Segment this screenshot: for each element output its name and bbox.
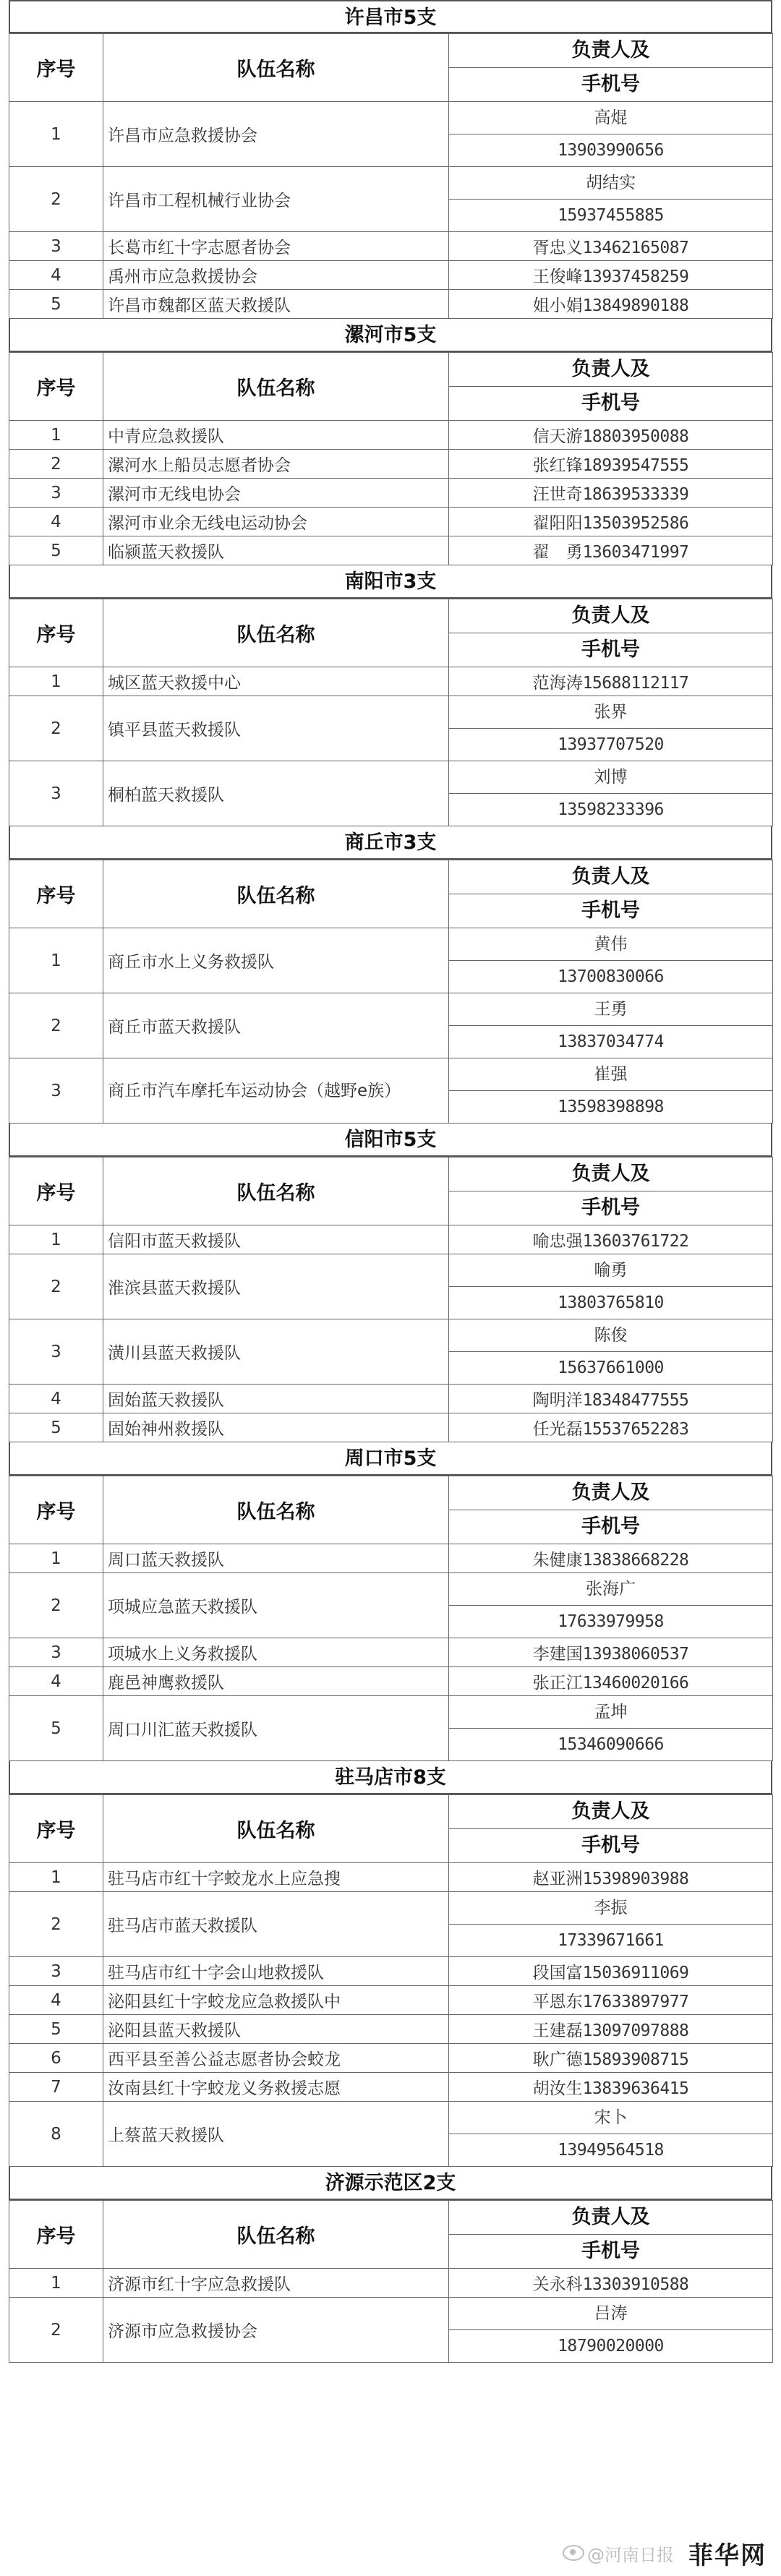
row-number: 2 [9, 696, 103, 761]
header-contact-line2: 手机号 [449, 67, 772, 101]
row-number: 5 [9, 536, 103, 565]
team-name: 城区蓝天救援中心 [103, 667, 449, 696]
contact-person: 胥忠义 [532, 239, 583, 257]
contact-cell [449, 102, 773, 167]
table-row [9, 1957, 773, 1986]
row-number: 2 [9, 993, 103, 1058]
contact-cell [449, 536, 773, 565]
team-name: 济源市应急救援协会 [103, 2298, 449, 2363]
city-section [9, 826, 772, 1124]
table-row [9, 2015, 773, 2044]
contact-phone: 15537652283 [582, 1420, 689, 1439]
row-number: 1 [9, 2269, 103, 2298]
rescue-team-table [9, 0, 772, 2363]
contact-phone: 18939547555 [582, 456, 689, 475]
contact-person: 王勇 [449, 993, 772, 1026]
header-contact [449, 1795, 773, 1863]
contact-phone: 13603471997 [582, 543, 689, 562]
header-contact-line1: 负责人及 [571, 604, 650, 627]
table-row [9, 261, 773, 290]
weibo-watermark [563, 2541, 674, 2566]
header-contact [449, 860, 773, 928]
row-number: 8 [9, 2102, 103, 2167]
row-number: 5 [9, 1413, 103, 1442]
contact-cell [449, 1254, 773, 1319]
table-row [9, 2044, 773, 2073]
team-name: 项城水上义务救援队 [103, 1638, 449, 1667]
row-number: 5 [9, 1696, 103, 1761]
team-name: 潢川县蓝天救援队 [103, 1319, 449, 1385]
contact-phone: 15398903988 [582, 1870, 689, 1888]
header-row [9, 1476, 773, 1544]
table-row [9, 1385, 773, 1413]
team-name: 商丘市水上义务救援队 [103, 928, 449, 993]
table-row [9, 993, 773, 1058]
team-table [9, 1794, 773, 2167]
table-row [9, 450, 773, 479]
team-table [9, 1476, 773, 1761]
city-section [9, 2167, 772, 2363]
contact-phone: 13598233396 [558, 800, 664, 819]
contact-phone: 17633979958 [558, 1612, 664, 1631]
team-name: 商丘市蓝天救援队 [103, 993, 449, 1058]
team-name: 驻马店市红十字蛟龙水上应急搜 [103, 1863, 449, 1892]
header-contact-line1: 负责人及 [571, 865, 650, 888]
contact-cell [449, 290, 773, 319]
row-number: 1 [9, 1225, 103, 1254]
contact-cell [449, 1413, 773, 1442]
team-name: 泌阳县红十字蛟龙应急救援队中 [103, 1986, 449, 2015]
team-name: 上蔡蓝天救援队 [103, 2102, 449, 2167]
row-number: 6 [9, 2044, 103, 2073]
table-row [9, 928, 773, 993]
header-contact-line1: 负责人及 [571, 1800, 650, 1823]
team-name: 西平县至善公益志愿者协会蛟龙 [103, 2044, 449, 2073]
header-no: 序号 [9, 1158, 103, 1225]
team-name: 商丘市汽车摩托车运动协会（越野e族） [103, 1058, 449, 1124]
contact-phone: 18803950088 [582, 427, 689, 446]
contact-phone: 13837034774 [558, 1032, 664, 1051]
contact-cell [449, 2102, 773, 2167]
contact-cell [449, 1573, 773, 1638]
table-row [9, 667, 773, 696]
city-section [9, 0, 772, 319]
contact-phone: 13598398898 [558, 1097, 664, 1116]
contact-cell [449, 1696, 773, 1761]
contact-person: 吕涛 [449, 2298, 772, 2330]
header-contact [449, 353, 773, 421]
table-row [9, 2073, 773, 2102]
header-row [9, 353, 773, 421]
contact-phone: 18639533339 [582, 485, 689, 504]
contact-phone: 13938060537 [582, 1645, 689, 1664]
header-contact-line1: 负责人及 [571, 1163, 650, 1185]
contact-phone: 15346090666 [558, 1735, 664, 1754]
contact-cell [449, 2269, 773, 2298]
contact-cell [449, 1667, 773, 1696]
row-number: 3 [9, 232, 103, 261]
contact-phone: 13839636415 [582, 2079, 689, 2098]
table-row [9, 696, 773, 761]
contact-phone: 15637661000 [558, 1358, 664, 1377]
contact-phone: 13937458259 [582, 268, 689, 286]
header-team-name: 队伍名称 [103, 34, 449, 102]
weibo-eye-icon [563, 2545, 584, 2561]
contact-person: 喻勇 [449, 1254, 772, 1287]
row-number: 3 [9, 1319, 103, 1385]
row-number: 3 [9, 761, 103, 826]
weibo-watermark-text: @河南日报 [587, 2544, 674, 2565]
city-section [9, 1442, 772, 1761]
team-name: 长葛市红十字志愿者协会 [103, 232, 449, 261]
contact-cell [449, 450, 773, 479]
contact-person: 李建国 [532, 1645, 583, 1664]
header-contact-line2: 手机号 [449, 1510, 772, 1544]
header-team-name: 队伍名称 [103, 860, 449, 928]
contact-person: 张海广 [449, 1573, 772, 1606]
header-contact-line2: 手机号 [449, 633, 772, 667]
contact-person: 任光磊 [532, 1420, 583, 1439]
contact-phone: 13462165087 [582, 239, 689, 257]
table-row [9, 2269, 773, 2298]
contact-cell [449, 696, 773, 761]
header-row [9, 599, 773, 667]
contact-phone: 15036911069 [582, 1964, 689, 1982]
contact-phone: 13849890188 [582, 296, 689, 315]
section-title: 商丘市3支 [9, 826, 772, 860]
contact-phone: 15893908715 [582, 2050, 689, 2069]
team-name: 鹿邑神鹰救援队 [103, 1667, 449, 1696]
team-name: 桐柏蓝天救援队 [103, 761, 449, 826]
header-row [9, 860, 773, 928]
row-number: 2 [9, 167, 103, 232]
table-row [9, 508, 773, 536]
table-row [9, 2102, 773, 2167]
contact-cell [449, 1319, 773, 1385]
header-contact-line1: 负责人及 [571, 2206, 650, 2228]
header-contact-line1: 负责人及 [571, 1481, 650, 1504]
team-name: 驻马店市蓝天救援队 [103, 1892, 449, 1957]
header-contact-line1: 负责人及 [571, 358, 650, 380]
contact-phone: 13937707520 [558, 735, 664, 754]
row-number: 1 [9, 102, 103, 167]
header-no: 序号 [9, 1795, 103, 1863]
watermark [563, 2534, 774, 2572]
contact-cell [449, 1544, 773, 1573]
contact-person: 崔强 [449, 1058, 772, 1091]
team-name: 固始神州救援队 [103, 1413, 449, 1442]
header-contact-line2: 手机号 [449, 1828, 772, 1862]
contact-cell [449, 1385, 773, 1413]
header-team-name: 队伍名称 [103, 1158, 449, 1225]
contact-person: 喻忠强 [532, 1232, 583, 1251]
row-number: 3 [9, 1638, 103, 1667]
team-table [9, 2200, 773, 2363]
header-row [9, 2201, 773, 2269]
team-name: 许昌市工程机械行业协会 [103, 167, 449, 232]
row-number: 1 [9, 1863, 103, 1892]
contact-cell [449, 1986, 773, 2015]
table-row [9, 1638, 773, 1667]
team-table [9, 33, 773, 319]
contact-person: 李振 [449, 1892, 772, 1925]
table-row [9, 1254, 773, 1319]
team-name: 汝南县红十字蛟龙义务救援志愿 [103, 2073, 449, 2102]
header-row [9, 1158, 773, 1225]
row-number: 4 [9, 1986, 103, 2015]
contact-person: 耿广德 [532, 2050, 583, 2069]
contact-phone: 17633897977 [582, 1993, 689, 2011]
contact-cell [449, 479, 773, 508]
table-row [9, 232, 773, 261]
table-row [9, 536, 773, 565]
header-contact [449, 599, 773, 667]
team-name: 信阳市蓝天救援队 [103, 1225, 449, 1254]
contact-phone: 13838668228 [582, 1551, 689, 1570]
contact-cell [449, 2044, 773, 2073]
contact-cell [449, 508, 773, 536]
section-title: 济源示范区2支 [9, 2167, 772, 2200]
contact-person: 孟坤 [449, 1696, 772, 1729]
team-name: 临颍蓝天救援队 [103, 536, 449, 565]
row-number: 7 [9, 2073, 103, 2102]
team-name: 许昌市魏都区蓝天救援队 [103, 290, 449, 319]
table-row [9, 1696, 773, 1761]
team-name: 禹州市应急救援协会 [103, 261, 449, 290]
contact-person: 平恩东 [532, 1993, 583, 2011]
header-no: 序号 [9, 353, 103, 421]
contact-cell [449, 167, 773, 232]
row-number: 1 [9, 421, 103, 450]
row-number: 2 [9, 450, 103, 479]
contact-person: 范海涛 [532, 674, 583, 693]
table-row [9, 421, 773, 450]
contact-cell [449, 928, 773, 993]
table-row [9, 290, 773, 319]
contact-cell [449, 1638, 773, 1667]
contact-person: 宋卜 [449, 2102, 772, 2134]
contact-phone: 13903990656 [558, 141, 664, 160]
contact-cell [449, 1863, 773, 1892]
contact-phone: 18348477555 [582, 1391, 689, 1410]
city-section [9, 1124, 772, 1442]
header-contact-line2: 手机号 [449, 894, 772, 928]
site-logo: 菲华网 [681, 2536, 774, 2571]
row-number: 4 [9, 1667, 103, 1696]
table-row [9, 1413, 773, 1442]
contact-person: 张界 [449, 696, 772, 729]
row-number: 4 [9, 261, 103, 290]
contact-person: 胡汝生 [532, 2079, 583, 2098]
contact-person: 赵亚洲 [532, 1870, 583, 1888]
contact-cell [449, 232, 773, 261]
contact-person: 张正江 [532, 1674, 583, 1693]
contact-phone: 15688112117 [582, 674, 689, 693]
team-name: 漯河市业余无线电运动协会 [103, 508, 449, 536]
contact-phone: 18790020000 [558, 2337, 664, 2355]
table-row [9, 1573, 773, 1638]
team-name: 周口蓝天救援队 [103, 1544, 449, 1573]
contact-cell [449, 1225, 773, 1254]
table-row [9, 1319, 773, 1385]
section-title: 信阳市5支 [9, 1124, 772, 1157]
row-number: 1 [9, 667, 103, 696]
team-name: 泌阳县蓝天救援队 [103, 2015, 449, 2044]
contact-cell [449, 1892, 773, 1957]
header-contact [449, 1476, 773, 1544]
section-title: 漯河市5支 [9, 319, 772, 352]
team-table [9, 860, 773, 1124]
contact-person: 朱健康 [532, 1551, 583, 1570]
header-contact [449, 2201, 773, 2269]
team-name: 项城应急蓝天救援队 [103, 1573, 449, 1638]
team-name: 漯河市无线电协会 [103, 479, 449, 508]
team-table [9, 599, 773, 826]
contact-person: 张红锋 [532, 456, 583, 475]
team-name: 镇平县蓝天救援队 [103, 696, 449, 761]
header-no: 序号 [9, 34, 103, 102]
contact-person: 陈俊 [449, 1319, 772, 1352]
header-contact-line1: 负责人及 [571, 39, 650, 61]
contact-phone: 13097097888 [582, 2021, 689, 2040]
contact-phone: 13700830066 [558, 967, 664, 986]
contact-cell [449, 261, 773, 290]
contact-phone: 13949564518 [558, 2141, 664, 2160]
table-row [9, 1863, 773, 1892]
contact-phone: 13803765810 [558, 1293, 664, 1312]
team-table [9, 1157, 773, 1442]
contact-person: 胡结实 [449, 167, 772, 200]
header-contact-line2: 手机号 [449, 2234, 772, 2268]
contact-person: 汪世奇 [532, 485, 583, 504]
row-number: 3 [9, 1957, 103, 1986]
team-name: 漯河水上船员志愿者协会 [103, 450, 449, 479]
contact-phone: 17339671661 [558, 1931, 664, 1950]
table-row [9, 1225, 773, 1254]
contact-person: 王俊峰 [532, 268, 583, 286]
contact-person: 高焜 [449, 102, 772, 134]
team-name: 淮滨县蓝天救援队 [103, 1254, 449, 1319]
contact-cell [449, 1957, 773, 1986]
team-name: 固始蓝天救援队 [103, 1385, 449, 1413]
city-section [9, 1761, 772, 2167]
section-title: 驻马店市8支 [9, 1761, 772, 1794]
header-no: 序号 [9, 599, 103, 667]
section-title: 周口市5支 [9, 1442, 772, 1476]
contact-person: 翟 勇 [532, 543, 583, 562]
section-title: 南阳市3支 [9, 565, 772, 599]
header-team-name: 队伍名称 [103, 353, 449, 421]
header-team-name: 队伍名称 [103, 1476, 449, 1544]
row-number: 1 [9, 1544, 103, 1573]
header-team-name: 队伍名称 [103, 599, 449, 667]
contact-cell [449, 2298, 773, 2363]
contact-person: 陶明洋 [532, 1391, 583, 1410]
team-name: 中青应急救援队 [103, 421, 449, 450]
table-row [9, 1667, 773, 1696]
city-section [9, 565, 772, 826]
row-number: 1 [9, 928, 103, 993]
contact-phone: 13603761722 [582, 1232, 689, 1251]
row-number: 2 [9, 1254, 103, 1319]
row-number: 2 [9, 1892, 103, 1957]
contact-person: 刘博 [449, 761, 772, 794]
table-row [9, 761, 773, 826]
header-no: 序号 [9, 860, 103, 928]
header-row [9, 1795, 773, 1863]
team-table [9, 352, 773, 565]
contact-cell [449, 761, 773, 826]
contact-cell [449, 993, 773, 1058]
header-no: 序号 [9, 2201, 103, 2269]
table-row [9, 167, 773, 232]
row-number: 4 [9, 508, 103, 536]
table-row [9, 102, 773, 167]
header-contact-line2: 手机号 [449, 1191, 772, 1225]
contact-person: 段国富 [532, 1964, 583, 1982]
header-contact [449, 34, 773, 102]
header-contact-line2: 手机号 [449, 386, 772, 420]
table-row [9, 1986, 773, 2015]
contact-phone: 15937455885 [558, 206, 664, 225]
table-row [9, 1892, 773, 1957]
contact-cell [449, 667, 773, 696]
table-row [9, 479, 773, 508]
team-name: 周口川汇蓝天救援队 [103, 1696, 449, 1761]
row-number: 2 [9, 2298, 103, 2363]
row-number: 3 [9, 479, 103, 508]
contact-person: 姐小娟 [532, 296, 583, 315]
team-name: 驻马店市红十字会山地救援队 [103, 1957, 449, 1986]
contact-cell [449, 2073, 773, 2102]
header-contact [449, 1158, 773, 1225]
table-row [9, 2298, 773, 2363]
header-row [9, 34, 773, 102]
row-number: 4 [9, 1385, 103, 1413]
contact-phone: 13503952586 [582, 514, 689, 533]
contact-person: 王建磊 [532, 2021, 583, 2040]
team-name: 济源市红十字应急救援队 [103, 2269, 449, 2298]
header-no: 序号 [9, 1476, 103, 1544]
row-number: 5 [9, 2015, 103, 2044]
contact-person: 黄伟 [449, 928, 772, 961]
table-row [9, 1544, 773, 1573]
contact-phone: 13303910588 [582, 2275, 689, 2294]
row-number: 3 [9, 1058, 103, 1124]
header-team-name: 队伍名称 [103, 1795, 449, 1863]
city-section [9, 319, 772, 565]
contact-person: 翟阳阳 [532, 514, 583, 533]
contact-phone: 13460020166 [582, 1674, 689, 1693]
contact-person: 关永科 [532, 2275, 583, 2294]
row-number: 5 [9, 290, 103, 319]
team-name: 许昌市应急救援协会 [103, 102, 449, 167]
contact-cell [449, 2015, 773, 2044]
header-team-name: 队伍名称 [103, 2201, 449, 2269]
row-number: 2 [9, 1573, 103, 1638]
contact-cell [449, 421, 773, 450]
contact-person: 信天游 [532, 427, 583, 446]
contact-cell [449, 1058, 773, 1124]
section-title: 许昌市5支 [9, 0, 772, 33]
table-row [9, 1058, 773, 1124]
